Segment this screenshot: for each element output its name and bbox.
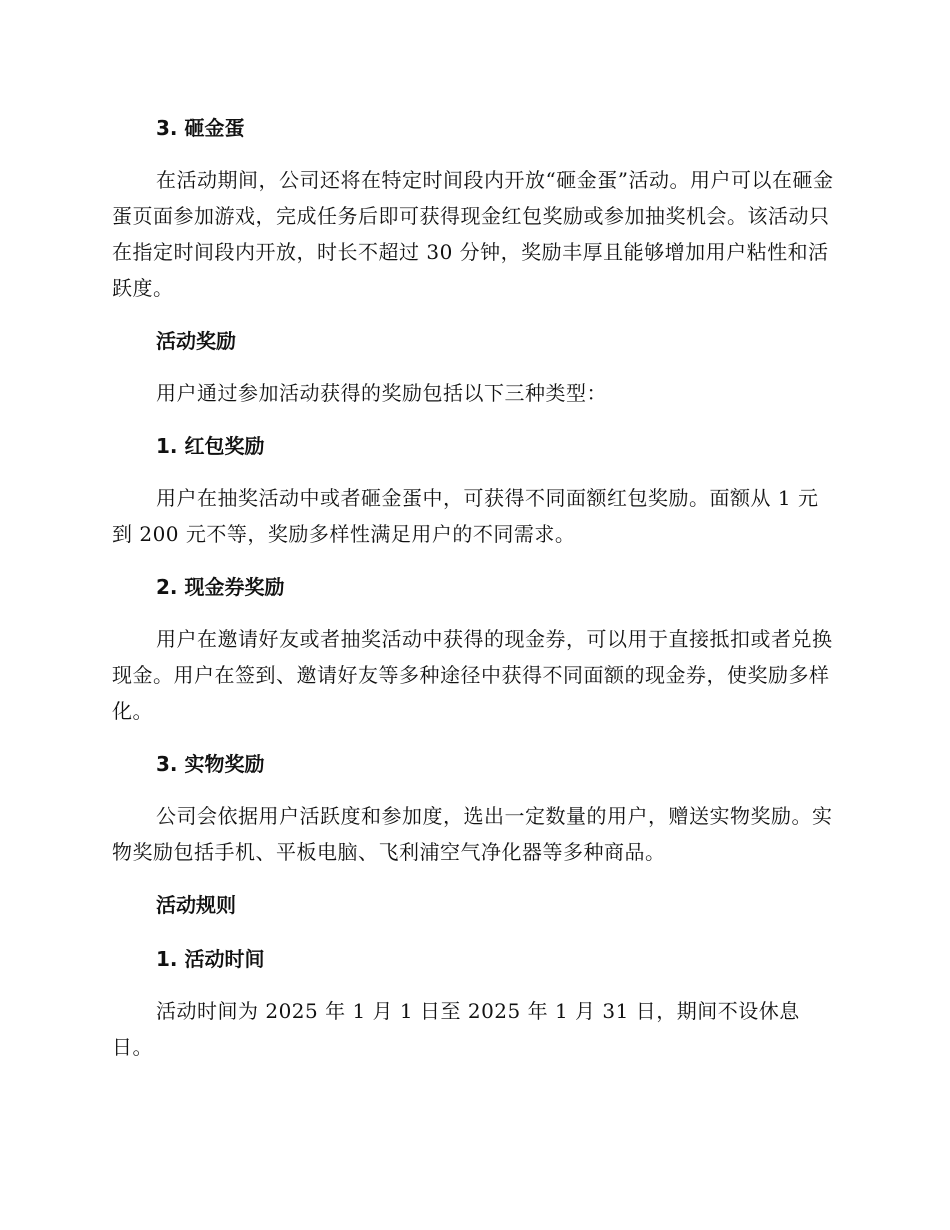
para-smash-eggs: 在活动期间，公司还将在特定时间段内开放“砸金蛋”活动。用户可以在砸金蛋页面参加游戏，完成任务后即可获得现金红包奖励或参加抽奖机会。该活动只在指定时间段内开放，时长不超过 30 分钟，奖励丰厚且能够增加用户粘性和活跃度。 [112, 168, 834, 300]
para-cash-coupon-reward: 用户在邀请好友或者抽奖活动中获得的现金券，可以用于直接抵扣或者兑换现金。用户在签到、邀请好友等多种途径中获得不同面额的现金券，使奖励多样化。 [112, 627, 833, 723]
para-red-packet-reward: 用户在抽奖活动中或者砸金蛋中，可获得不同面额红包奖励。面额从 1 元到 200 元不等，奖励多样性满足用户的不同需求。 [112, 486, 819, 546]
heading-activity-rules: 活动规则 [156, 893, 236, 917]
para-activity-time: 活动时间为 2025 年 1 月 1 日至 2025 年 1 月 31 日，期间不设休息日。 [112, 999, 800, 1059]
heading-cash-coupon-reward: 2. 现金券奖励 [156, 575, 285, 599]
heading-physical-reward: 3. 实物奖励 [156, 752, 265, 776]
heading-activity-rewards: 活动奖励 [156, 329, 236, 353]
heading-activity-time: 1. 活动时间 [156, 947, 265, 971]
para-activity-rewards: 用户通过参加活动获得的奖励包括以下三种类型： [156, 381, 607, 405]
document-body [112, 108, 837, 1065]
para-physical-reward: 公司会依据用户活跃度和参加度，选出一定数量的用户，赠送实物奖励。实物奖励包括手机、平板电脑、飞利浦空气净化器等多种商品。 [112, 804, 833, 864]
heading-smash-eggs: 3. 砸金蛋 [156, 116, 245, 140]
heading-red-packet-reward: 1. 红包奖励 [156, 434, 265, 458]
